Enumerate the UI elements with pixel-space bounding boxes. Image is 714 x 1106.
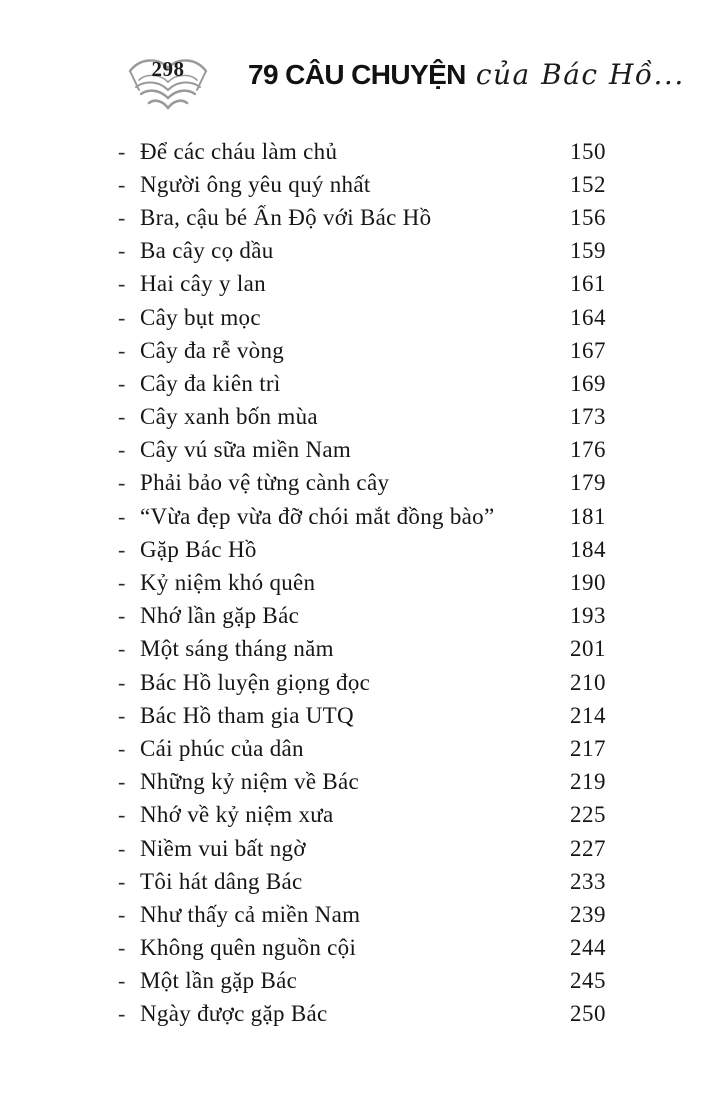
toc-entry: [118, 367, 606, 400]
toc-entry-title: Ba cây cọ dầu: [140, 238, 274, 264]
toc-entry-page: 201: [570, 636, 606, 662]
toc-entry-title: Gặp Bác Hồ: [140, 536, 257, 562]
toc-entry-dash: -: [118, 603, 126, 629]
toc-entry-title: Không quên nguồn cội: [140, 935, 357, 961]
toc-entry-title: Cây xanh bốn mùa: [140, 404, 318, 430]
toc-entry: [118, 334, 606, 367]
toc-entry: [118, 633, 606, 666]
toc-entry-page: 233: [570, 868, 606, 894]
toc-entry-page: 167: [570, 337, 606, 363]
toc-entry: [118, 168, 606, 201]
toc-entry: [118, 235, 606, 268]
toc-entry-page: 239: [570, 901, 606, 927]
toc-entry-page: 181: [570, 503, 606, 529]
toc-entry-title: Tôi hát dâng Bác: [140, 868, 303, 894]
toc-entry: [118, 533, 606, 566]
toc-entry-title: Cây đa rễ vòng: [140, 337, 285, 363]
toc-entry: [118, 865, 606, 898]
toc-entry-title: Cây vú sữa miền Nam: [140, 437, 352, 463]
toc-entry-page: 219: [570, 769, 606, 795]
toc-entry-page: 225: [570, 802, 606, 828]
toc-entry: [118, 600, 606, 633]
toc-entry-dash: -: [118, 204, 126, 230]
toc-entry: [118, 666, 606, 699]
running-title: [248, 58, 685, 91]
toc-entry-dash: -: [118, 503, 126, 529]
toc-entry: [118, 201, 606, 234]
toc-entry-dash: -: [118, 868, 126, 894]
toc-entry-dash: -: [118, 636, 126, 662]
toc-entry-page: 159: [570, 238, 606, 264]
toc-entry-title: Những kỷ niệm về Bác: [140, 769, 360, 795]
toc-entry-title: Hai cây y lan: [140, 271, 266, 297]
toc-entry: [118, 301, 606, 334]
toc-entry-title: Phải bảo vệ từng cành cây: [140, 470, 390, 496]
toc-entry-title: Nhớ về kỷ niệm xưa: [140, 802, 334, 828]
toc-entry-title: Cây bụt mọc: [140, 304, 261, 330]
toc-entry-title: Như thấy cả miền Nam: [140, 901, 361, 927]
toc-entry-dash: -: [118, 769, 126, 795]
toc-entry-page: 190: [570, 570, 606, 596]
toc-entry: [118, 268, 606, 301]
toc-entry-page: 156: [570, 204, 606, 230]
page-number: 298: [151, 57, 185, 81]
toc-entry-dash: -: [118, 901, 126, 927]
toc-entry-page: 214: [570, 702, 606, 728]
toc-entry-dash: -: [118, 271, 126, 297]
toc-entry: [118, 699, 606, 732]
toc-entry-page: 244: [570, 935, 606, 961]
toc-entry-dash: -: [118, 735, 126, 761]
toc-entry: [118, 500, 606, 533]
toc-entry: [118, 832, 606, 865]
toc-entry-title: Bác Hồ luyện giọng đọc: [140, 669, 371, 695]
toc-entry-page: 250: [570, 1001, 606, 1027]
toc-entry-page: 176: [570, 437, 606, 463]
page-header: [0, 0, 714, 130]
toc-entry-title: Niềm vui bất ngờ: [140, 835, 306, 861]
toc-entry-dash: -: [118, 1001, 126, 1027]
toc-entry-dash: -: [118, 802, 126, 828]
toc-entry-title: Bra, cậu bé Ấn Độ với Bác Hồ: [140, 204, 432, 230]
toc-entry: [118, 401, 606, 434]
toc-entry-page: 227: [570, 835, 606, 861]
toc-entry-title: Cây đa kiên trì: [140, 370, 281, 396]
toc-entry-title: Một sáng tháng năm: [140, 636, 334, 662]
toc-entry-dash: -: [118, 669, 126, 695]
toc-entry-title: Cái phúc của dân: [140, 735, 304, 761]
toc-entry-dash: -: [118, 337, 126, 363]
toc-entry-dash: -: [118, 304, 126, 330]
toc-entry-page: 173: [570, 404, 606, 430]
toc-entry: [118, 998, 606, 1031]
toc-entry-title: Một lần gặp Bác: [140, 968, 298, 994]
toc-entry-dash: -: [118, 968, 126, 994]
toc-entry-page: 179: [570, 470, 606, 496]
toc-entry-title: Ngày được gặp Bác: [140, 1001, 328, 1027]
toc-entry: [118, 434, 606, 467]
toc-entry-page: 217: [570, 735, 606, 761]
toc-entry-dash: -: [118, 370, 126, 396]
toc-entry-dash: -: [118, 536, 126, 562]
toc-entry-page: 184: [570, 536, 606, 562]
toc-list: [118, 135, 606, 1031]
toc-entry: [118, 135, 606, 168]
toc-entry-page: 161: [570, 271, 606, 297]
toc-entry-title: Người ông yêu quý nhất: [140, 171, 371, 197]
toc-entry-dash: -: [118, 404, 126, 430]
toc-entry-title: Kỷ niệm khó quên: [140, 570, 316, 596]
toc-entry: [118, 799, 606, 832]
running-title-script: của Bác Hồ...: [475, 58, 685, 91]
toc-entry-dash: -: [118, 935, 126, 961]
toc-entry-page: 193: [570, 603, 606, 629]
toc-entry-dash: -: [118, 470, 126, 496]
toc-entry-page: 152: [570, 171, 606, 197]
toc-entry-page: 150: [570, 138, 606, 164]
toc-entry: [118, 766, 606, 799]
toc-entry-dash: -: [118, 171, 126, 197]
toc-entry-page: 169: [570, 370, 606, 396]
toc-entry-title: “Vừa đẹp vừa đỡ chói mắt đồng bào”: [140, 503, 495, 529]
toc-entry: [118, 467, 606, 500]
toc-entry-dash: -: [118, 702, 126, 728]
toc-entry: [118, 898, 606, 931]
running-title-main: 79 CÂU CHUYỆN: [248, 59, 466, 90]
toc-entry-title: Để các cháu làm chủ: [140, 138, 338, 164]
toc-entry: [118, 932, 606, 965]
toc-entry: [118, 965, 606, 998]
open-book-icon: [127, 55, 209, 117]
toc-entry-title: Nhớ lần gặp Bác: [140, 603, 300, 629]
toc-entry-dash: -: [118, 570, 126, 596]
toc-entry-dash: -: [118, 138, 126, 164]
toc-entry-page: 164: [570, 304, 606, 330]
toc-entry-page: 245: [570, 968, 606, 994]
toc-entry: [118, 732, 606, 765]
toc-entry-dash: -: [118, 238, 126, 264]
toc-entry-dash: -: [118, 835, 126, 861]
toc-entry-dash: -: [118, 437, 126, 463]
toc-entry-title: Bác Hồ tham gia UTQ: [140, 702, 354, 728]
toc-entry: [118, 566, 606, 599]
toc-entry-page: 210: [570, 669, 606, 695]
